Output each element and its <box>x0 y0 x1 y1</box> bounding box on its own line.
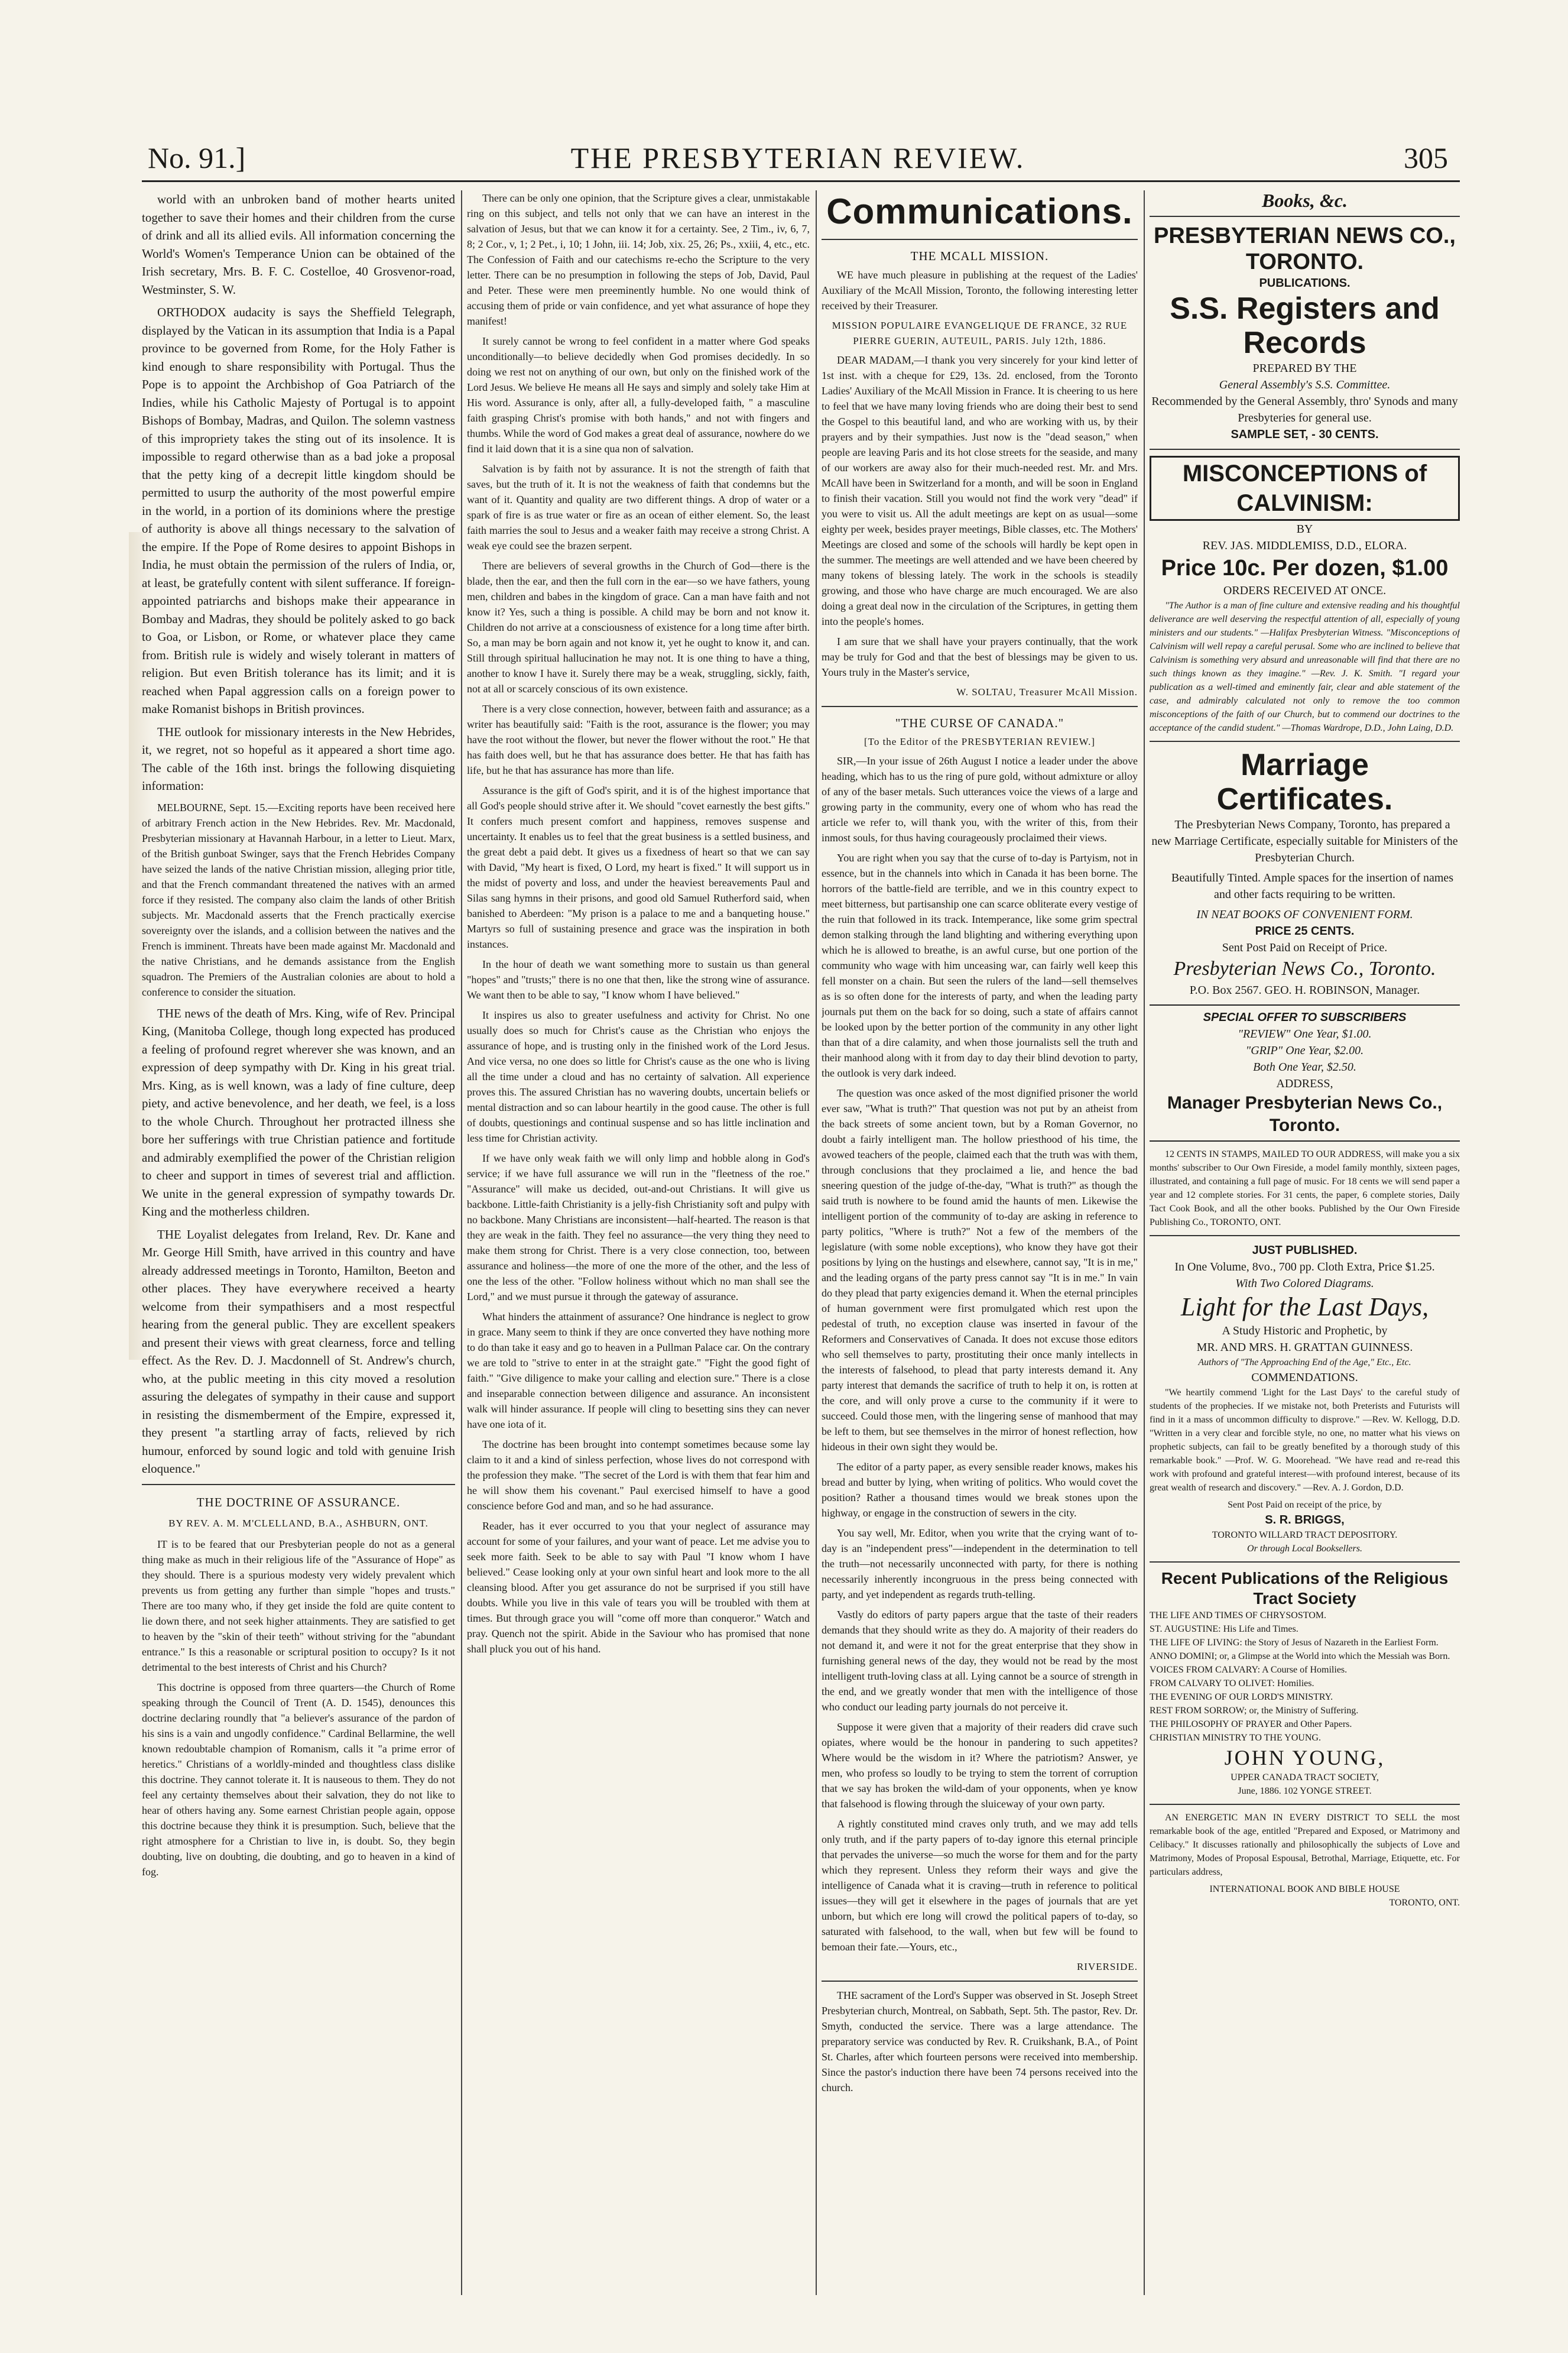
article-paragraph: There are believers of several growths in the Church of God—there is the blade, then the ear, and then the full corn in the ear—so we have fathers, young men, children and babes in the kingdom of grace. Can a man have faith and not know it? Yes, such a thing is possible. A child may be born and not know it. Children do not arrive at a consciousness of existence for a long time after birth. So, a man may be born again and not know it, yet he ought to know it, and can. Still through spiritual hallucination he may not. It is one thing to have a thing, another to know I have it. Surely there may be a weak, struggling, sickly, faith, not at all or scarcely conscious of its own existence. <box>467 560 810 695</box>
ad-calvinism <box>1150 456 1460 735</box>
byline: BY REV. A. M. M'CLELLAND, B.A., ASHBURN, ONT. <box>168 1518 428 1529</box>
article-heading: THE MCALL MISSION. <box>910 249 1049 263</box>
divider <box>1150 449 1460 450</box>
ad-text: ADDRESS, <box>1276 1077 1333 1090</box>
ad-special-offer <box>1150 1004 1460 1142</box>
ad-text: ORDERS RECEIVED AT ONCE. <box>1223 584 1387 597</box>
page-number: 305 <box>1404 141 1448 174</box>
publication-item: FROM CALVARY TO OLIVET: Homilies. <box>1150 1678 1314 1688</box>
ad-text: UPPER CANADA TRACT SOCIETY, <box>1231 1772 1379 1782</box>
letter-address: MISSION POPULAIRE EVANGELIQUE DE FRANCE, 32 RUE PIERRE GUERIN, AUTEUIL, PARIS. July 12th, 1886. <box>832 320 1128 346</box>
article-paragraph: THE news of the death of Mrs. King, wife of Rev. Principal King, (Manitoba College, though long expected has produced a feeling of profound regret wherever she was known, and an expression of deep sympathy with Dr. King in his great trial. Mrs. King, as is well known, was a lady of fine culture, deep piety, and active benevolence, and her death, we feel, is a loss to the whole Church. Throughout her protracted illness she bore her sufferings with true Christian patience and fortitude and admirably exemplified the power of the Christian religion to cheer and support in times of severest trial and affliction. We unite in the general expression of sympathy towards Dr. King and the motherless children. <box>142 1006 455 1218</box>
section-heading: Books, &c. <box>1262 190 1348 211</box>
ad-headline: S.S. Registers and Records <box>1170 291 1440 360</box>
signature: W. SOLTAU, Treasurer McAll Mission. <box>956 686 1138 698</box>
ad-tract-society <box>1150 1568 1460 1798</box>
offer-line: "REVIEW" One Year, $1.00. <box>1238 1027 1372 1041</box>
ad-text: The Presbyterian News Company, Toronto, has prepared a new Marriage Certificate, especially suitable for Ministers of the Presbyterian Church. <box>1151 818 1458 864</box>
ad-text: TORONTO WILLARD TRACT DEPOSITORY. <box>1212 1529 1398 1540</box>
ad-light-last-days <box>1150 1242 1460 1555</box>
article-paragraph: WE have much pleasure in publishing at the request of the Ladies' Auxiliary of the McAll Mission, Toronto, the following interesting letter received by their Treasurer. <box>822 269 1138 312</box>
ad-address: TORONTO, ONT. <box>1389 1897 1460 1908</box>
column-1 <box>142 190 455 2313</box>
ad-headline: MISCONCEPTIONS of CALVINISM: <box>1150 456 1460 521</box>
article-paragraph: You are right when you say that the curse of to-day is Partyism, not in essence, but in the channels into which in Canada it has been borne. The horrors of the battle-field are terrible, and we in this country expect to meet bitterness, but partisanship one can scarce obliterate every vestige of the ruin that followed in its track. Intemperance, like some grim spectral demon stalking through the land blighting and withering everything upon which he is allowed to breathe, is an awful curse, but one portion of the community who wage with him unceasing war, can fairly well keep this fell monster on a chain. But seen the rulers of the land—sell themselves as is so often done for the interests of party, and when the leading party journals put them on the back for so doing, such a state of affairs cannot be looked upon by the better portion of the community in any other light than that of a dire calamity, and when those journalists sell the truth and their manhood along with it from day to day their blind devotion to party, the outlook is very dark indeed. <box>822 852 1138 1079</box>
ad-company: Manager Presbyterian News Co., Toronto. <box>1167 1093 1443 1135</box>
ad-text: With Two Colored Diagrams. <box>1235 1276 1374 1290</box>
column-2 <box>467 190 810 2313</box>
article-paragraph: Salvation is by faith not by assurance. It is not the strength of faith that saves, but the truth of it. It is not the weakness of faith that condemns but the want of it. Quantity and quality are two different things. A drop of water or a spark of fire is as true water or fire as an ocean of either element. So, the least faith marries the soul to Jesus and a weaker faith may receive a strong Christ. A weak eye could see the brazen serpent. <box>467 463 810 552</box>
article-paragraph: Assurance is the gift of God's spirit, and it is of the highest importance that all God's people should strive after it. We should "covet earnestly the best gifts." It confers much present comfort and happiness, removes suspense and uncertainty. It enables us to feel that the great business is a settled business, and the great debt a paid debt. It gives us a fixedness of heart so that we can say with David, "My heart is fixed, O Lord, my heart is fixed." It will support us in the midst of poverty and loss, and under the heaviest bereavements Paul and Silas sang hymns in their prisons, and good old Samuel Rutherford said, when banished to Aberdeen: "My prison is a palace to me and a banqueting house." Martyrs so full of sustaining presence and grace was the inspiration in both instances. <box>467 785 810 950</box>
article-paragraph: THE sacrament of the Lord's Supper was observed in St. Joseph Street Presbyterian church, Montreal, on Sabbath, Sept. 5th. The pastor, Rev. Dr. Smyth, conducted the service. There was a large attendance. The preparatory service was conducted by Rev. R. Cruikshank, B.A., of Point St. Charles, after which fourteen persons were received into membership. Since the pastor's induction there have been 74 persons received into the church. <box>822 1989 1138 2093</box>
article-paragraph: ORTHODOX audacity is says the Sheffield Telegraph, displayed by the Vatican in its assumption that India is a Papal province to be governed from Rome, for the Holy Father is kind enough to share responsibility with Portugal. Thus the Pope is to appoint the Archbishop of Goa Patriarch of the Indies, while his Catholic Majesty of Portugal is to appoint Bishops of Bombay, Madras, and Quilon. The solemn vastness of this impropriety takes the sting out of its insolence. It is impossible to regard otherwise than as a bad joke a proposal that the petty king of a decrepit little kingdom should be permitted to usurp the authority of the most powerful empire in the world, in a portion of its dominions where the prestige of authority is above all things necessary to the salvation of the empire. If the Pope of Rome desires to appoint Bishops in India, he must obtain the permission of the rulers of India, or, at least, be gratefully content with silent sufferance. If foreign-appointed patriarchs and bishops make their appearance in Bombay and Madras, they should be politely asked to go back to Goa, or Lisbon, or Rome, or whatever place they came from. British rule is widely and wisely tolerant in matters of religion. But even British tolerance has its limit; and it is reached when Papal aggression calls on a foreign power to make Romanist bishops in British provinces. <box>142 305 455 716</box>
article-paragraph: If we have only weak faith we will only limp and hobble along in God's service; if we have full assurance we will run in the "fleetness of the roe." "Assurance" will make us decided, out-and-out Christians. It will give us backbone. Little-faith Christianity is a jelly-fish Christianity soft and pulpy with no backbone. Many Christians are inconsistent—half-hearted. The reason is that they are weak in the faith. They feel no assurance—the very thing they need to make them strong for Christ. There is a very close connection, too, between assurance and holiness—the more of one the more of the other, and the less of one the less of the other. "Follow holiness without which no man shall see the Lord," and we must pursue it through the gateway of assurance. <box>467 1152 810 1302</box>
ad-text: Recommended by the General Assembly, thro' Synods and many Presbyteries for general use. <box>1151 394 1458 424</box>
article-paragraph: Suppose it were given that a majority of their readers did crave such opiates, where would be the honour in pandering to such appetites? Where would be the wisdom in it? Where the patriotism? Answer, ye men, who profess so loudly to be trying to stem the torrent of corruption that we say has broken the wild-dam of your opponents, when ye know that falsehood is flowing through the sluiceway of your own party. <box>822 1721 1138 1810</box>
article-paragraph: SIR,—In your issue of 26th August I notice a leader under the above heading, which has to us the ring of pure gold, without admixture or alloy of any of the baser metals. Such utterances voice the views of a large and growing party in the community, every one of whom who has read the article we refer to, will thank you, with the writer of this, from their inmost souls, for thus having courageously proclaimed their views. <box>822 755 1138 844</box>
divider <box>822 1981 1138 1982</box>
ad-text: COMMENDATIONS. <box>1251 1370 1358 1384</box>
divider <box>1150 1235 1460 1236</box>
publication-item: REST FROM SORROW; or, the Ministry of Suffering. <box>1150 1705 1359 1716</box>
ad-text: General Assembly's S.S. Committee. <box>1219 378 1391 391</box>
ad-headline: Recent Publications of the Religious Tract Society <box>1161 1568 1449 1607</box>
article-paragraph: Reader, has it ever occurred to you that your neglect of assurance may account for some of your failures, and your want of peace. Let me advise you to seek more faith. Seek to be able to say with Paul "I know whom I have believed." Cease looking only at your own sinful heart and look more to the all cleansing blood. After you get assurance do not be surprised if you still have doubts. While you live in this vale of tears you will be troubled with them at times. But through grace you will "come off more than conqueror." Watch and pray. Quench not the spirit. Abide in the Saviour who has promised that none shall pluck you out of his hand. <box>467 1520 810 1655</box>
article-paragraph: It surely cannot be wrong to feel confident in a matter where God speaks unconditionally—to believe decidedly when God promises decidedly. In so doing we rest not on anything of our own, but only on the finished work of the Lord Jesus. We believe He means all He says and simply and solely take Him at His word. Assurance is only, after all, a fully-developed faith, " a masculine faith grasping Christ's promise with both hands," and not with fingers and thumbs. While the word of God makes a great deal of assurance, nowhere do we find it laid down that it is a sine qua non of salvation. <box>467 335 810 455</box>
publication-item: CHRISTIAN MINISTRY TO THE YOUNG. <box>1150 1732 1321 1743</box>
ad-book-title: Light for the Last Days, <box>1180 1292 1429 1321</box>
header-rule <box>142 180 1460 182</box>
article-paragraph: A rightly constituted mind craves only truth, and we may add tells only truth, and if the party papers of to-day ignore this eternal principle that pervades the universe—so much the worse for them and for the party which they represent. Unless they reform their ways and give the intelligence of Canada what it is craving—truth in reference to political issues—they will get it elsewhere in the pages of journals that are yet unborn, but which ere long will crowd the political papers of to-day, so saturated with falsehood, to the wall, when but few will be found to bemoan their fate.—Yours, etc., <box>822 1818 1138 1953</box>
article-paragraph: There can be only one opinion, that the Scripture gives a clear, unmistakable ring on this subject, and tells not only that we can have an interest in the salvation of Jesus, but that we can know it for a certainty. See, 2 Tim., iv, 6, 7, 8; 2 Cor., v, 1; 2 Pet., i, 10; 1 John, iii. 14; Job, xix. 25, 26; Ps., xxiii, 4, etc., etc. The Confession of Faith and our catechisms re-echo the Scripture to the very letter. There can be no presumption in following the steps of Job, David, Paul and Peter. These were men preeminently humble. No one would think of accusing them of pride or vain confidence, and yet what assurance of hope they manifest! <box>467 192 810 327</box>
publication-list <box>1150 1609 1460 1745</box>
ad-price: PRICE 25 CENTS. <box>1255 924 1355 938</box>
article-paragraph: THE outlook for missionary interests in the New Hebrides, it, we regret, not so hopeful as it appeared a short time ago. The cable of the 16th inst. brings the following disquieting information: <box>142 724 455 793</box>
ad-price: SAMPLE SET, - 30 CENTS. <box>1231 427 1379 441</box>
article-paragraph: Vastly do editors of party papers argue that the taste of their readers demands that they should write as they do. A majority of their readers do not demand it, and were it not for the great enterprise that they show in furnishing general news of the day, they would not be read by the most intelligent truth-loving class at all. Lying cannot be a source of strength in the end, and we greatly wonder that men with the intelligence of those who conduct our leading party journals do not perceive it. <box>822 1609 1138 1713</box>
ad-text: Sent Post Paid on receipt of the price, by <box>1228 1499 1382 1510</box>
offer-line: Both One Year, $2.50. <box>1253 1060 1356 1074</box>
article-paragraph: This doctrine is opposed from three quarters—the Church of Rome speaking through the Council of Trent (A. D. 1545), denounces this doctrine declaring roundly that "a believer's assurance of the pardon of his sins is a vain and ungodly confidence." Cardinal Bellarmine, the well known redoubtable champion of Romanism, calls it "a prime error of heretics." Christians of a worldly-minded and thoughtless class dislike this doctrine. They cannot tolerate it. It is nauseous to them. They do not feel any certainty themselves about their salvation, they do not like to hear of others having any. Some earnest Christian people again, oppose this doctrine because they think it is presumption. Such, believe that the right atmosphere for a Christian to live in, is doubt. So, they begin doubting, live on doubting, die doubting, and go to heaven in a kind of fog. <box>142 1681 455 1878</box>
signature: RIVERSIDE. <box>1076 1961 1138 1972</box>
masthead-title: THE PRESBYTERIAN REVIEW. <box>570 141 1025 174</box>
ad-text: Sent Post Paid on Receipt of Price. <box>1222 941 1388 954</box>
page-header <box>148 141 1448 182</box>
ad-author: MR. AND MRS. H. GRATTAN GUINNESS. <box>1196 1340 1413 1354</box>
article-paragraph: In the hour of death we want something more to sustain us than general "hopes" and "trusts;" there is no one that then, like the strong wine of assurance. We want then to be able to say, "I know whom I have believed." <box>467 958 810 1001</box>
ad-seller: S. R. BRIGGS, <box>1265 1513 1345 1526</box>
article-paragraph: I am sure that we shall have your prayers continually, that the work may be truly for God and that the best of blessings may be given to us. Yours truly in the Master's service, <box>822 636 1138 678</box>
publication-item: THE PHILOSOPHY OF PRAYER and Other Papers. <box>1150 1719 1352 1729</box>
article-paragraph: THE Loyalist delegates from Ireland, Rev. Dr. Kane and Mr. George Hill Smith, have arrived in this country and have already addressed meetings in Toronto, Hamilton, Beeton and other places. They have everywhere received a hearty welcome from their sympathisers and a most respectful hearing from the general public. They are excellent speakers and present their views with great clearness, force and telling effect. As the Rev. D. J. Macdonnell of St. Andrew's church, who, at the public meeting in this city moved a resolution assuring the delegates of sympathy in their cause and support in resisting the dismemberment of the Empire, expressed it, they present "a startling array of facts, relieved by rich humour, enforced by sound logic and told with genuine Irish eloquence." <box>142 1227 455 1476</box>
ad-text: BY <box>1296 522 1313 536</box>
ad-text: June, 1886. 102 YONGE STREET. <box>1238 1785 1372 1796</box>
article-paragraph: DEAR MADAM,—I thank you very sincerely for your kind letter of 1st inst. with a cheque for £29, 13s. 2d. enclosed, from the Toronto Ladies' Auxiliary of the McAll Mission in France. It is cheering to us here to feel that we have many loving friends who are doing their best to send the Gospel to this beautiful land, and who are working with us, by their prayers and by their sympathies. Just now is the "dead season," when people are leaving Paris and its hot close streets for the seaside, and many of our workers are away also for their much-needed rest. Mr. and Mrs. McAll have been in Switzerland for a month, and will be soon in England to finish their vacation. Still you would not find the work very "dead" if you were to visit us. All the adult meetings are kept on as usual—some eighty per week, besides prayer meetings, Bible classes, etc. The Mothers' Meetings are closed and some of the schools will hardly be kept open in the summer. The meetings are well attended and we have been cheered by many tokens of blessing lately. The work in the schools is steadily growing, and those who have charge are much encouraged. We are also doing a great deal now in the circulation of the Scriptures, in getting them into the people's homes. <box>822 354 1138 627</box>
article-paragraph: What hinders the attainment of assurance? One hindrance is neglect to grow in grace. Many seem to think if they are once converted they have nothing more to do than take it easy and go to heaven in a Pullman Palace car. On the contrary we are told to "strive to enter in at the straight gate." "Fight the good fight of faith." "Give diligence to make your calling and election sure." There is a close and inseparable connection between diligence and assurance. An inconsistent walk will hinder assurance. If people will cling to besetting sins they can never have one iota of it. <box>467 1311 810 1430</box>
publication-item: VOICES FROM CALVARY: A Course of Homilies. <box>1150 1664 1348 1675</box>
ad-text: PREPARED BY THE <box>1252 361 1357 375</box>
divider <box>142 1484 455 1485</box>
ad-text: IN NEAT BOOKS OF CONVENIENT FORM. <box>1196 908 1413 921</box>
ad-text: Beautifully Tinted. Ample spaces for the insertion of names and other facts requiring to be written. <box>1171 871 1454 901</box>
divider <box>1150 1804 1460 1805</box>
ad-agent-wanted: AN ENERGETIC MAN IN EVERY DISTRICT TO SELL the most remarkable book of the age, entitled "Prepared and Exposed, or Matrimony and Celibacy." It discusses rationally and philosophically the subjects of Love and Matrimony, Modes of Proposal Espousal, Betrothal, Marriage, Etiquette, etc. For particulars address, <box>1150 1812 1460 1877</box>
article-paragraph: The doctrine has been brought into contempt sometimes because some lay claim to it and a kind of sinless perfection, whose lives do not correspond with the profession they make. "The secret of the Lord is with them that fear him and he will show them his covenant." Paul exercised himself to have a good conscience before God and man, and so he had assurance. <box>467 1438 810 1512</box>
column-3 <box>822 190 1138 2313</box>
publication-item: ST. AUGUSTINE: His Life and Times. <box>1150 1623 1298 1634</box>
quoted-dispatch: MELBOURNE, Sept. 15.—Exciting reports have been received here of arbitrary French action in the New Hebrides. Rev. Mr. Macdonald, Presbyterian missionary at Havannah Harbour, in a letter to Lieut. Marx, of the British gunboat Swinger, says that the French Hebrides Company have seized the lands of the native Christian mission, alleging prior title, and that the French commandant threatened the natives with an armed force if they resisted. The company also claim the lands of other British subjects. Mr. Macdonald asserts that the French practically exercise sovereignty over the islands, and a collision between the natives and the French is imminent. Threats have been made against Mr. Macdonald and the native Christians, and he demands assistance from the English squadron. The Premiers of the Australian colonies are about to hold a conference to consider the situation. <box>142 801 455 998</box>
ad-text: In One Volume, 8vo., 700 pp. Cloth Extra, Price $1.25. <box>1174 1260 1435 1273</box>
article-heading: THE DOCTRINE OF ASSURANCE. <box>196 1495 401 1509</box>
ad-subtitle: PUBLICATIONS. <box>1259 276 1351 290</box>
divider <box>822 706 1138 707</box>
divider <box>1150 216 1460 217</box>
ad-news-co <box>1150 223 1460 443</box>
article-paragraph: You say well, Mr. Editor, when you write that the crying want of to-day is an "independent press"—independent in the determination to tell the truth—not necessarily unconnected with party, for there is nothing necessarily inherently incongruous in the press being connected with party, and yet independent as regards truth-telling. <box>822 1527 1138 1600</box>
column-rule <box>461 190 462 2295</box>
ad-fireside: 12 CENTS IN STAMPS, MAILED TO OUR ADDRESS, will make you a six months' subscriber to Our Own Fireside, a model family monthly, sixteen pages, illustrated, and containing a full page of music. For 18 cents we will send paper a year and 12 complete stories. For 31 cents, the paper, 6 complete stories, Daily Tact Cook Book, and all the other books. Published by the Our Own Fireside Publishing Co., TORONTO, ONT. <box>1150 1149 1460 1227</box>
column-rule <box>1144 190 1145 2295</box>
publication-item: THE LIFE OF LIVING: the Story of Jesus of Nazareth in the Earliest Form. <box>1150 1637 1439 1648</box>
section-banner: Communications. <box>826 192 1133 231</box>
article-paragraph: It inspires us also to greater usefulness and activity for Christ. No one usually does so much for Christ's cause as the Christian who enjoys the assurance of hope, and is trusting only in the finished work of the Lord Jesus. And vice versa, no one does so little for Christ's cause as the one who is living all the time under a cloud and has no certainty of salvation. All experience proves this. The assured Christian has no wavering doubts, uncertain beliefs or mental distraction and so can labour heartily in the good cause. The other is full of doubts, questionings and continual suspense and so has little inclination and less time for Christian activity. <box>467 1009 810 1144</box>
article-heading: "THE CURSE OF CANADA." <box>895 716 1064 730</box>
publication-item: ANNO DOMINI; or, a Glimpse at the World into which the Messiah was Born. <box>1150 1651 1450 1661</box>
ad-headline: SPECIAL OFFER TO SUBSCRIBERS <box>1203 1010 1407 1024</box>
article-paragraph: IT is to be feared that our Presbyterian people do not as a general thing make as much in their religious life of the "Assurance of Hope" as they should. There is a spurious modesty very widely prevalent which prevents us from getting any further than simple "hopes and trusts." There are too many who, if they get inside the fold are quite content to lie down there, and not seek higher attainments. They are satisfied to get to heaven by the "skin of their teeth" without striving for the "abundant entrance." Is this a reasonable or scriptural position to occupy? Is it not detrimental to the best interests of Christ and his Church? <box>142 1538 455 1673</box>
ad-testimonials: "We heartily commend 'Light for the Last Days' to the careful study of students of the prophecies. If we mistake not, both Preterists and Futurists will find in it a mass of uncommon difficulty to disprove." —Rev. W. Kellogg, D.D. "Written in a very clear and forcible style, no one, no matter what his views on prophetic subjects, can fail to be greatly benefited by a thorough study of this remarkable book." —Prof. W. G. Moorehead. "We have read and re-read this work with profound and grateful interest—with profound interest, because of its great wealth of research and discovery." —Rev. A. J. Gordon, D.D. <box>1150 1387 1460 1493</box>
article-paragraph: world with an unbroken band of mother hearts united together to save their homes and their children from the curse of drink and all its allied evils. All information concerning the World's Women's Temperance Union can be obtained of the Irish secretary, Mrs. B. F. C. Costelloe, 40 Grosvenor-road, Westminster, S. W. <box>142 192 455 297</box>
ad-company: Presbyterian News Co., Toronto. <box>1173 957 1436 980</box>
ad-text: Authors of "The Approaching End of the Age," Etc., Etc. <box>1198 1357 1411 1367</box>
ad-headline: JUST PUBLISHED. <box>1252 1243 1358 1257</box>
divider <box>822 239 1138 240</box>
offer-line: "GRIP" One Year, $2.00. <box>1245 1043 1364 1057</box>
ad-address: P.O. Box 2567. GEO. H. ROBINSON, Manager. <box>1189 983 1420 997</box>
ad-author: REV. JAS. MIDDLEMISS, D.D., ELORA. <box>1202 539 1407 552</box>
publication-item: THE LIFE AND TIMES OF CHRYSOSTOM. <box>1150 1610 1327 1620</box>
column-rule <box>816 190 817 2295</box>
article-paragraph: There is a very close connection, however, between faith and assurance; as a writer has beautifully said: "Faith is the root, assurance is the flower; you may have the root without the flower, but never the flower without the root." He that has faith does well, but he that has assurance does better. He that has faith has life, but he that has assurance has more than life. <box>467 703 810 776</box>
ad-seller: JOHN YOUNG, <box>1224 1745 1385 1769</box>
issue-number: No. 91.] <box>148 141 246 174</box>
ad-text: Or through Local Booksellers. <box>1247 1543 1362 1554</box>
divider <box>1150 1561 1460 1563</box>
divider <box>1150 741 1460 742</box>
ad-address: INTERNATIONAL BOOK AND BIBLE HOUSE <box>1209 1884 1400 1894</box>
ad-marriage-certificates <box>1150 748 1460 999</box>
ad-text: A Study Historic and Prophetic, by <box>1222 1324 1388 1337</box>
article-paragraph: The question was once asked of the most dignified prisoner the world ever saw, "What is truth?" That question was not put by an atheist from the back streets of some ancient town, but by a Roman Governor, no doubt a fairly intelligent man. The hollow priesthood of his time, the avowed teachers of the people, claimed each that the truth was with them, through conclusions that they proclaimed a lie, and hence the bad sneering question of the judge of-the-day, "What is truth?" as though the said truth is nowhere to be found amid the haunts of men. Likewise the intelligent portion of the community of to-day are asking in reference to party politics, "Where is truth?" Not a few of the members of the legislature (with some noble exceptions), who know they have got their positions by lying on the hustings and elsewhere, cannot say, "It is in me," and the leading organs of the party press cannot say "It is in me." In vain do they plead that party exigencies demand it. When the eternal principles of human government were first promulgated which rest upon the pedestal of truth, no exception clause was inserted in favour of the Reformers and Conservatives of Canada. It does not excuse those editors who sell themselves to party, prostituting their once manly intellects in the interests of falsehood, to plead that party interests demand it. Any party interest that demands the sacrifice of truth to help it on, is rotten at the core, and will only prove a curse to the community if it were to succeed. Could those men, with the lingering sense of manhood that may be left to them, but see themselves in the mirror of honest reflection, how hideous in their own sight they would be. <box>822 1087 1138 1453</box>
subheading: [To the Editor of the PRESBYTERIAN REVIEW.] <box>863 736 1096 747</box>
ad-headline: Marriage Certificates. <box>1216 747 1393 816</box>
ad-price: Price 10c. Per dozen, $1.00 <box>1161 555 1449 581</box>
publication-item: THE EVENING OF OUR LORD'S MINISTRY. <box>1150 1691 1333 1702</box>
article-paragraph: The editor of a party paper, as every sensible reader knows, makes his bread and butter by lying, when writing of politics. Who would covet the position? Rather a thousand times would we break stones upon the highway, or engage in the construction of sewers in the city. <box>822 1461 1138 1519</box>
ad-testimonials: "The Author is a man of fine culture and extensive reading and his thoughtful deliverance are well deserving the respectful attention of all, especially of young ministers and our students." —Halifax Presbyterian Witness. "Misconceptions of Calvinism will well repay a careful perusal. Some who are inclined to believe that Calvinism is something very absurd and unreasonable will find that there are no such things known as they imagine." —Rev. J. K. Smith. "I regard your publication as a well-timed and eminently fair, clear and able statement of the case, and admirably calculated not only to remove the too common misconceptions of the faith of our Church, but to commend our doctrines to the acceptance of the candid student." —Thomas Wardrope, D.D., John Laing, D.D. <box>1150 600 1460 733</box>
advertisement-column <box>1150 190 1460 2313</box>
ad-title: PRESBYTERIAN NEWS CO., TORONTO. <box>1154 223 1456 274</box>
